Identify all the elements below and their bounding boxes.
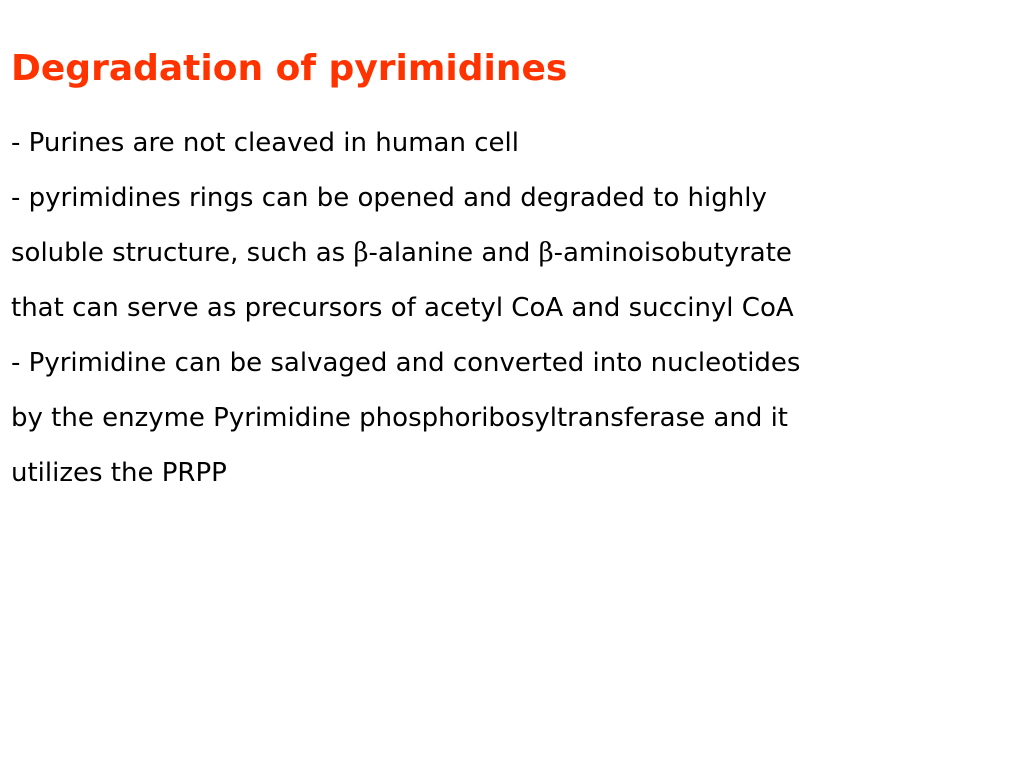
- beta-symbol: β: [538, 238, 554, 268]
- slide-title: Degradation of pyrimidines: [11, 48, 568, 89]
- text-segment: -aminoisobutyrate: [553, 238, 792, 268]
- text-segment: -alanine and: [368, 238, 539, 268]
- bullet-pyrimidine-rings-cont2: that can serve as precursors of acetyl CoA and succinyl CoA: [11, 293, 794, 323]
- bullet-pyrimidine-rings: - pyrimidines rings can be opened and degraded to highly: [11, 183, 767, 213]
- bullet-purines: - Purines are not cleaved in human cell: [11, 128, 519, 158]
- beta-symbol: β: [353, 238, 369, 268]
- bullet-salvage-cont: by the enzyme Pyrimidine phosphoribosyltransferase and it: [11, 403, 789, 433]
- text-segment: soluble structure, such as: [11, 238, 354, 268]
- bullet-salvage: - Pyrimidine can be salvaged and converted into nucleotides: [11, 348, 801, 378]
- bullet-salvage-cont2: utilizes the PRPP: [11, 458, 227, 488]
- slide-body: [11, 116, 1011, 501]
- bullet-pyrimidine-rings-cont: [11, 226, 1011, 281]
